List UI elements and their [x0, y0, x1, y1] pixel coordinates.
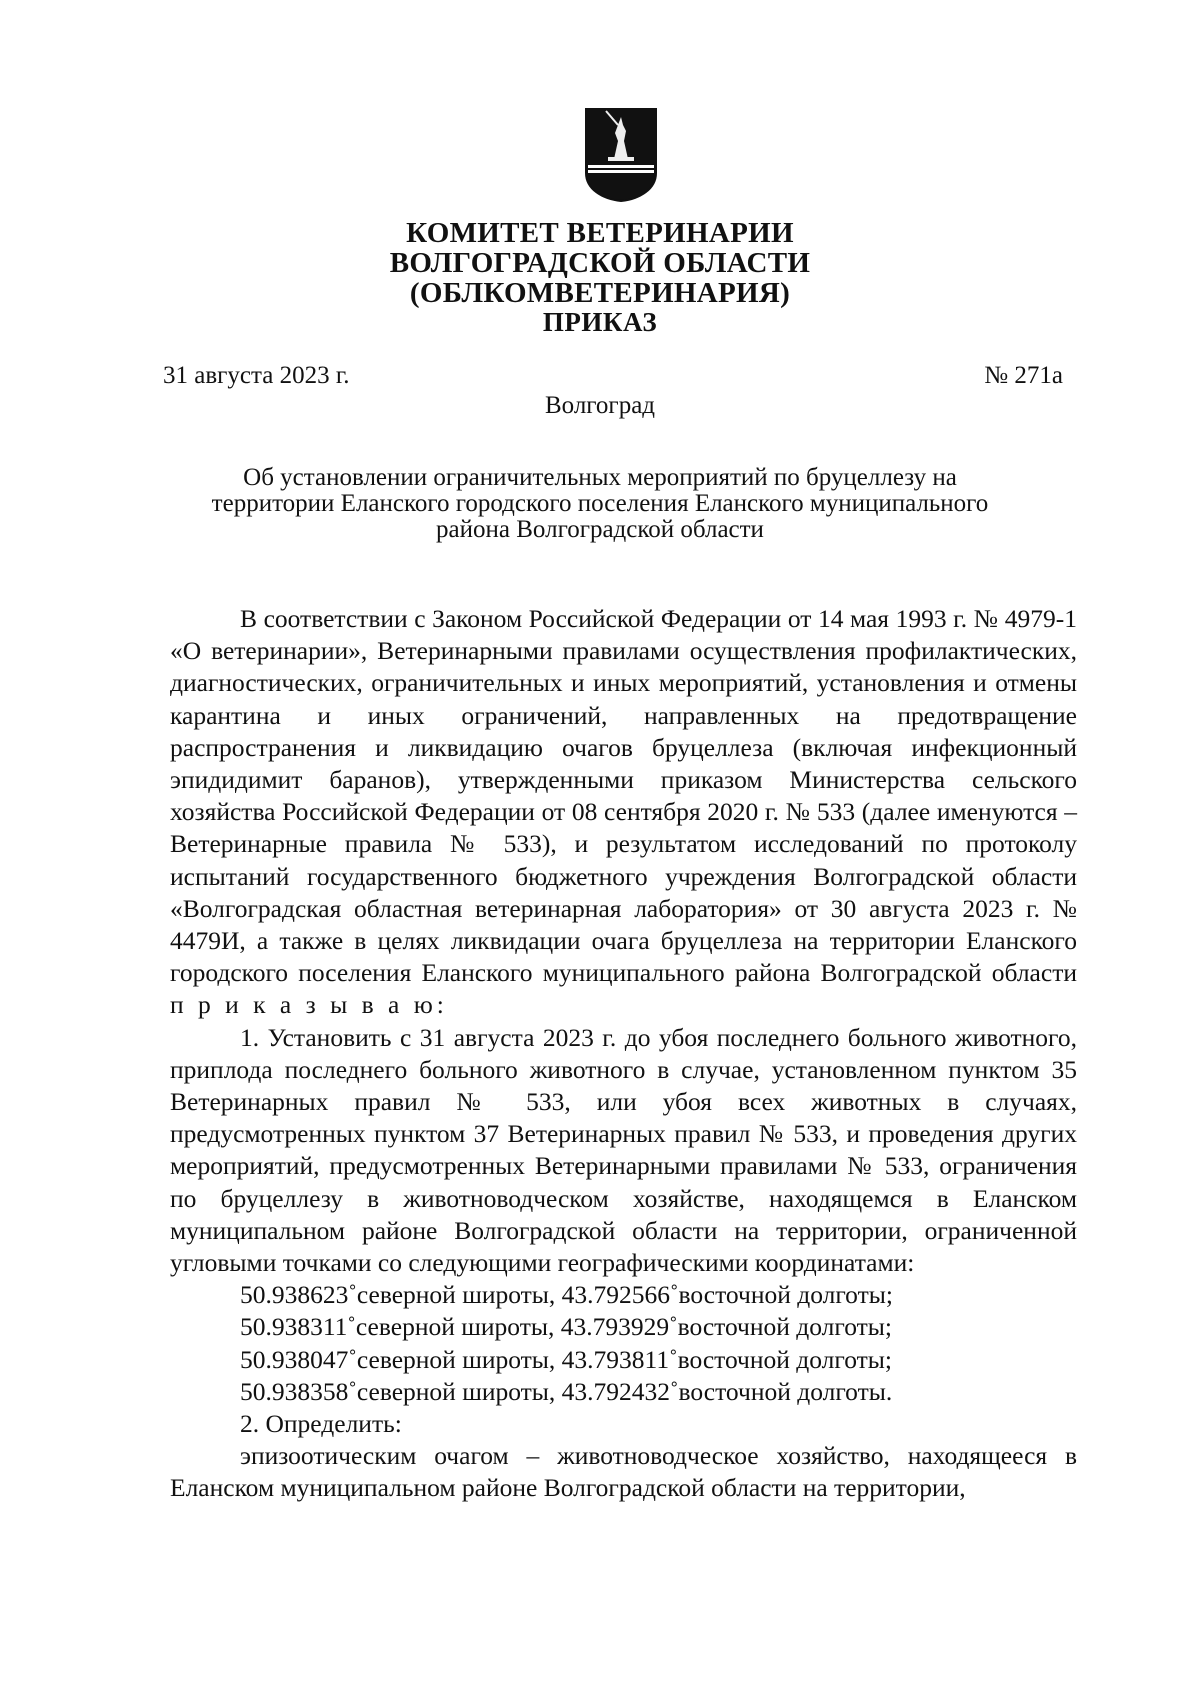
coordinate-line: 50.938358˚северной широты, 43.792432˚восточной долготы.: [240, 1376, 893, 1406]
item-1-paragraph: 1. Установить с 31 августа 2023 г. до убоя последнего больного животного, приплода последнего больного животного в случае, установленном пунктом 35 Ветеринарных правил № 533, или убоя всех животных в случаях, предусмотренных пунктом 37 Ветеринарных правил № 533, и проведения других мероприятий, предусмотренных Ветеринарными правилами № 533, ограничения по бруцеллезу в животноводческом хозяйстве, находящемся в Еланском муниципальном районе Волгоградской области на территории, ограниченной угловыми точками со следующими географическими координатами:: [170, 1022, 1077, 1278]
coat-of-arms-icon: [584, 107, 658, 203]
organization-name: [0, 218, 1200, 308]
coordinate-line: 50.938311˚северной широты, 43.793929˚восточной долготы;: [240, 1312, 893, 1342]
document-body: [170, 603, 1077, 1505]
org-line: ВОЛГОГРАДСКОЙ ОБЛАСТИ: [389, 247, 811, 279]
document-type: ПРИКАЗ: [542, 307, 658, 337]
title-line: района Волгоградской области: [436, 516, 764, 543]
preamble-paragraph: [170, 603, 1077, 1022]
document-city: Волгоград: [544, 392, 656, 419]
item-2-heading: 2. Определить:: [240, 1409, 402, 1439]
title-line: Об установлении ограничительных мероприятий по бруцеллезу на: [243, 464, 957, 491]
order-word: п р и к а з ы в а ю:: [170, 990, 448, 1020]
title-line: территории Еланского городского поселения Еланского муниципального: [211, 490, 989, 517]
coordinate-line: 50.938623˚северной широты, 43.792566˚восточной долготы;: [240, 1280, 893, 1310]
document-date: 31 августа 2023 г.: [163, 362, 350, 389]
org-line: КОМИТЕТ ВЕТЕРИНАРИИ: [406, 217, 794, 249]
item-2-paragraph: эпизоотическим очагом – животноводческое хозяйство, находящееся в Еланском муниципальном районе Волгоградской области на территории,: [170, 1441, 1077, 1503]
preamble-text: В соответствии с Законом Российской Федерации от 14 мая 1993 г. № 4979-1 «О ветеринарии», Ветеринарными правилами осуществления профилактических, диагностических, ограничительных и иных мероприятий, установления и отмены карантина и иных ограничений, направленных на предотвращение распространения и ликвидацию очагов бруцеллеза (включая инфекционный эпидидимит баранов), утвержденными приказом Министерства сельского хозяйства Российской Федерации от 08 сентября 2020 г. № 533 (далее именуются – Ветеринарные правила № 533), и результатом исследований по протоколу испытаний государственного бюджетного учреждения Волгоградской области «Волгоградская областная ветеринарная лаборатория» от 30 августа 2023 г. № 4479И, а также в целях ликвидации очага бруцеллеза на территории Еланского городского поселения Еланского муниципального района Волгоградской области: [170, 604, 1077, 988]
coordinate-line: 50.938047˚северной широты, 43.793811˚восточной долготы;: [240, 1344, 893, 1374]
org-line: (ОБЛКОМВЕТЕРИНАРИЯ): [409, 277, 791, 309]
document-title: [160, 465, 1040, 543]
document-number: № 271а: [984, 362, 1063, 389]
